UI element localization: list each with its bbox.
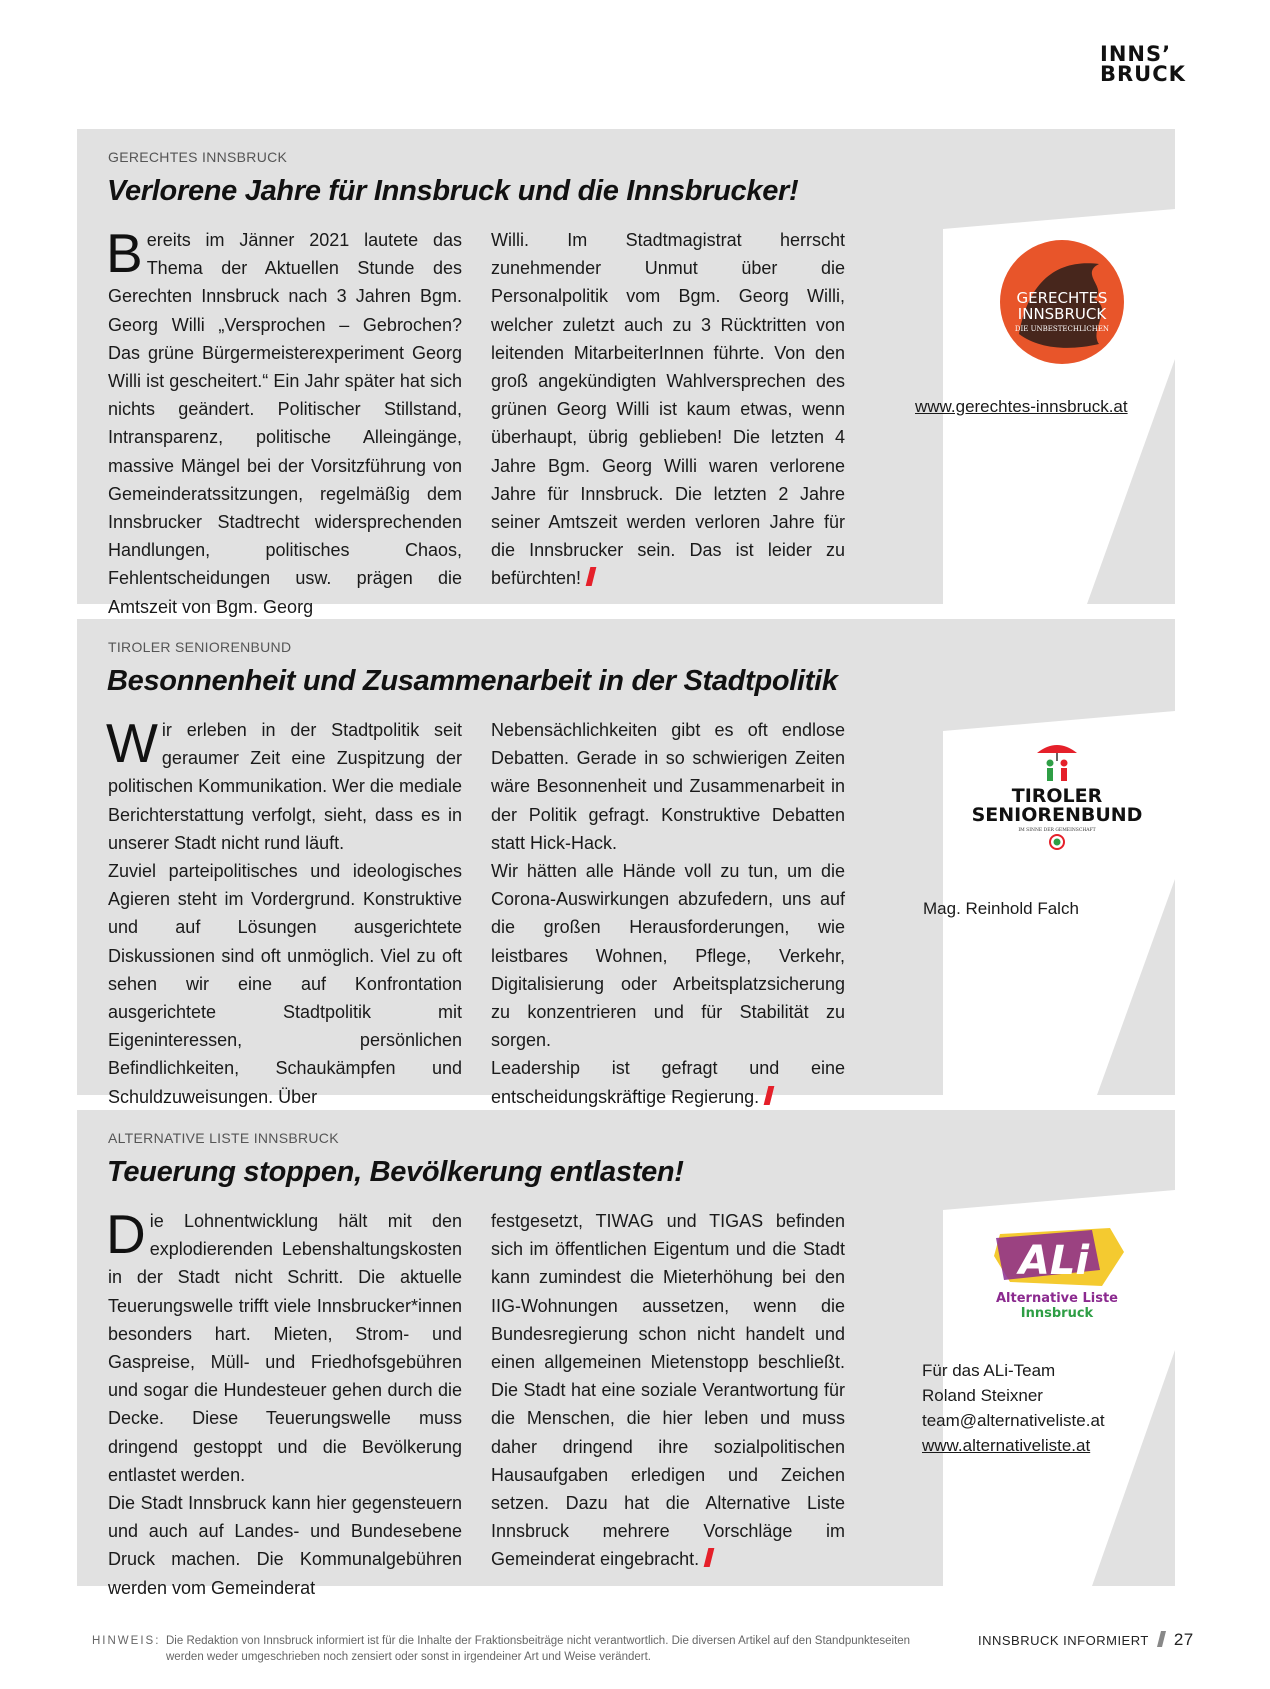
svg-text:SENIORENBUND: SENIORENBUND	[971, 804, 1143, 826]
tiroler-seniorenbund-logo	[971, 739, 1143, 851]
separator-icon	[1157, 1631, 1166, 1647]
article-column-1: Die Lohnentwicklung hält mit den explodierenden Lebenshaltungskosten in der Stadt nicht Schritt. Die aktuelle Teuerungswelle trifft viele Innsbrucker*innen besonders hart. Mieten, Strom- und Gaspreise, Müll- und Friedhofsgebühren und sogar die Hundesteuer gehen durch die Decke. Diese Teuerungswelle muss dringend gestoppt und die Bevölkerung entlastet werden. Die Stadt Innsbruck kann hier gegensteuern und auch auf Landes- und Bundesebene Druck machen. Die Kommunalgebühren werden vom Gemeinderat	[106, 1203, 462, 1598]
disclaimer-label: HINWEIS:	[92, 1635, 161, 1647]
publication-name: INNSBRUCK INFORMIERT	[978, 1633, 1149, 1648]
article-column-1: Wir erleben in der Stadtpolitik seit geraumer Zeit eine Zuspitzung der politischen Kommunikation. Wer die mediale Berichterstattung verfolgt, sieht, dass es in unserer Stadt nicht rund läuft. Zuviel parteipolitisches und ideologisches Agieren steht im Vordergrund. Konstruktive und auf Lösungen ausgerichtete Diskussionen sind oft unmöglich. Viel zu oft sehen wir eine auf Konfrontation ausgerichtete Stadtpolitik mit Eigeninteressen, persönlichen Befindlichkeiten, Schaukämpfen und Schuldzuweisungen. Über	[106, 712, 462, 1107]
contact-info	[922, 1358, 1105, 1458]
contact-name: Roland Steixner	[922, 1386, 1043, 1405]
footer-page-info	[978, 1630, 1194, 1650]
end-mark-icon	[764, 1086, 775, 1105]
article-tiroler-seniorenbund	[77, 619, 1175, 1107]
drop-cap: D	[106, 1203, 146, 1265]
drop-cap: W	[106, 712, 158, 774]
svg-text:INNSBRUCK: INNSBRUCK	[1017, 305, 1107, 323]
article-column-1: Bereits im Jänner 2021 lautete das Thema der Aktuellen Stunde des Gerechten Innsbruck nach 3 Jahren Bgm. Georg Willi „Versprochen – Gebrochen? Das grüne Bürgermeisterexperiment Georg Willi ist gescheitert.“ Ein Jahr später hat sich nichts geändert. Politischer Stillstand, Intransparenz, politische Alleingänge, massive Mängel bei der Vorsitzführung von Gemeinderatssitzungen, regelmäßig dem Innsbrucker Stadtrecht widersprechenden Handlungen, politisches Chaos, Fehlentscheidungen usw. prägen die Amtszeit von Bgm. Georg	[106, 222, 462, 617]
svg-text:TIROLER: TIROLER	[1011, 785, 1103, 807]
article-column-2: festgesetzt, TIWAG und TIGAS befinden sich im öffentlichen Eigentum und die Stadt kann zumindest die Mieterhöhung bei den IIG-Wohnungen aussetzen, wenn die Bundesregierung schon nicht handelt und einen allgemeinen Mietenstopp beschließt. Die Stadt hat eine soziale Verantwortung für die Menschen, die hier leben und muss daher dringend ihre sozialpolitischen Hausaufgaben erledigen und Zeichen setzen. Dazu hat die Alternative Liste Innsbruck mehrere Vorschläge im Gemeinderat eingebracht.	[491, 1211, 845, 1570]
article-headline: Verlorene Jahre für Innsbruck und die Innsbrucker!	[107, 175, 799, 207]
disclaimer-text: Die Redaktion von Innsbruck informiert ist für die Inhalte der Fraktionsbeiträge nicht verantwortlich. Die diversen Artikel auf den Standpunkteseiten werden weder umgeschrieben noch zensiert oder sonst in irgendeiner Art und Weise verändert.	[166, 1635, 911, 1663]
contact-info	[923, 896, 1079, 921]
article-headline: Besonnenheit und Zusammenarbeit in der Stadtpolitik	[107, 665, 838, 697]
website-link[interactable]: www.alternativeliste.at	[922, 1436, 1091, 1455]
website-link[interactable]: www.gerechtes-innsbruck.at	[915, 397, 1128, 416]
article-column-2: Willi. Im Stadtmagistrat herrscht zunehmender Unmut über die Personalpolitik vom Bgm. Georg Willi, welcher zuletzt auch zu 3 Rücktritten von leitenden MitarbeiterInnen führte. Von den groß angekündigten Wahlversprechen des grünen Georg Willi ist kaum etwas, wenn überhaupt, übrig geblieben! Die letzten 4 Jahre Bgm. Georg Willi waren verlorene Jahre für Innsbruck. Die letzten 2 Jahre seiner Amtszeit werden verloren Jahre für die Innsbrucker sein. Das ist leider zu befürchten!	[491, 230, 845, 589]
svg-text:Innsbruck: Innsbruck	[1020, 1306, 1094, 1321]
article-alternative-liste	[77, 1110, 1175, 1598]
svg-text:Alternative Liste: Alternative Liste	[996, 1291, 1118, 1306]
section-kicker: ALTERNATIVE LISTE INNSBRUCK	[108, 1130, 339, 1146]
contact-info	[915, 394, 1128, 419]
end-mark-icon	[704, 1548, 715, 1567]
svg-text:ALi: ALi	[1018, 1238, 1090, 1284]
svg-text:IM SINNE DER GEMEINSCHAFT: IM SINNE DER GEMEINSCHAFT	[1018, 828, 1096, 833]
drop-cap: B	[106, 222, 143, 284]
section-kicker: TIROLER SENIORENBUND	[108, 639, 292, 655]
contact-email[interactable]: team@alternativeliste.at	[922, 1411, 1105, 1430]
footer-disclaimer	[92, 1633, 912, 1665]
article-headline: Teuerung stoppen, Bevölkerung entlasten!	[107, 1156, 684, 1188]
contact-name: Mag. Reinhold Falch	[923, 899, 1079, 918]
article-gerechtes-innsbruck	[77, 129, 1175, 617]
alternative-liste-logo	[982, 1222, 1132, 1322]
svg-text:DIE UNBESTECHLICHEN: DIE UNBESTECHLICHEN	[1014, 325, 1110, 333]
article-column-2: Nebensächlichkeiten gibt es oft endlose Debatten. Gerade in so schwierigen Zeiten wäre Besonnenheit und Zusammenarbeit in der Politik gefragt. Konstruktive Debatten statt Hick-Hack. Wir hätten alle Hände voll zu tun, um die Corona-Auswirkungen abzufedern, uns auf die großen Herausforderungen, wie leistbares Wohnen, Pflege, Verkehr, Digitalisierung oder Arbeitsplatzsicherung zu konzentrieren und für Stabilität zu sorgen. Leadership ist gefragt und eine entscheidungskräftige Regierung.	[491, 720, 845, 1107]
end-mark-icon	[586, 567, 597, 586]
contact-team: Für das ALi-Team	[922, 1361, 1056, 1380]
svg-text:GERECHTES: GERECHTES	[1016, 289, 1108, 307]
gerechtes-innsbruck-logo	[999, 239, 1125, 365]
page-number: 27	[1173, 1630, 1194, 1649]
section-kicker: GERECHTES INNSBRUCK	[108, 149, 288, 165]
innsbruck-brand-logo: INNS’ BRUCK	[1100, 42, 1186, 86]
